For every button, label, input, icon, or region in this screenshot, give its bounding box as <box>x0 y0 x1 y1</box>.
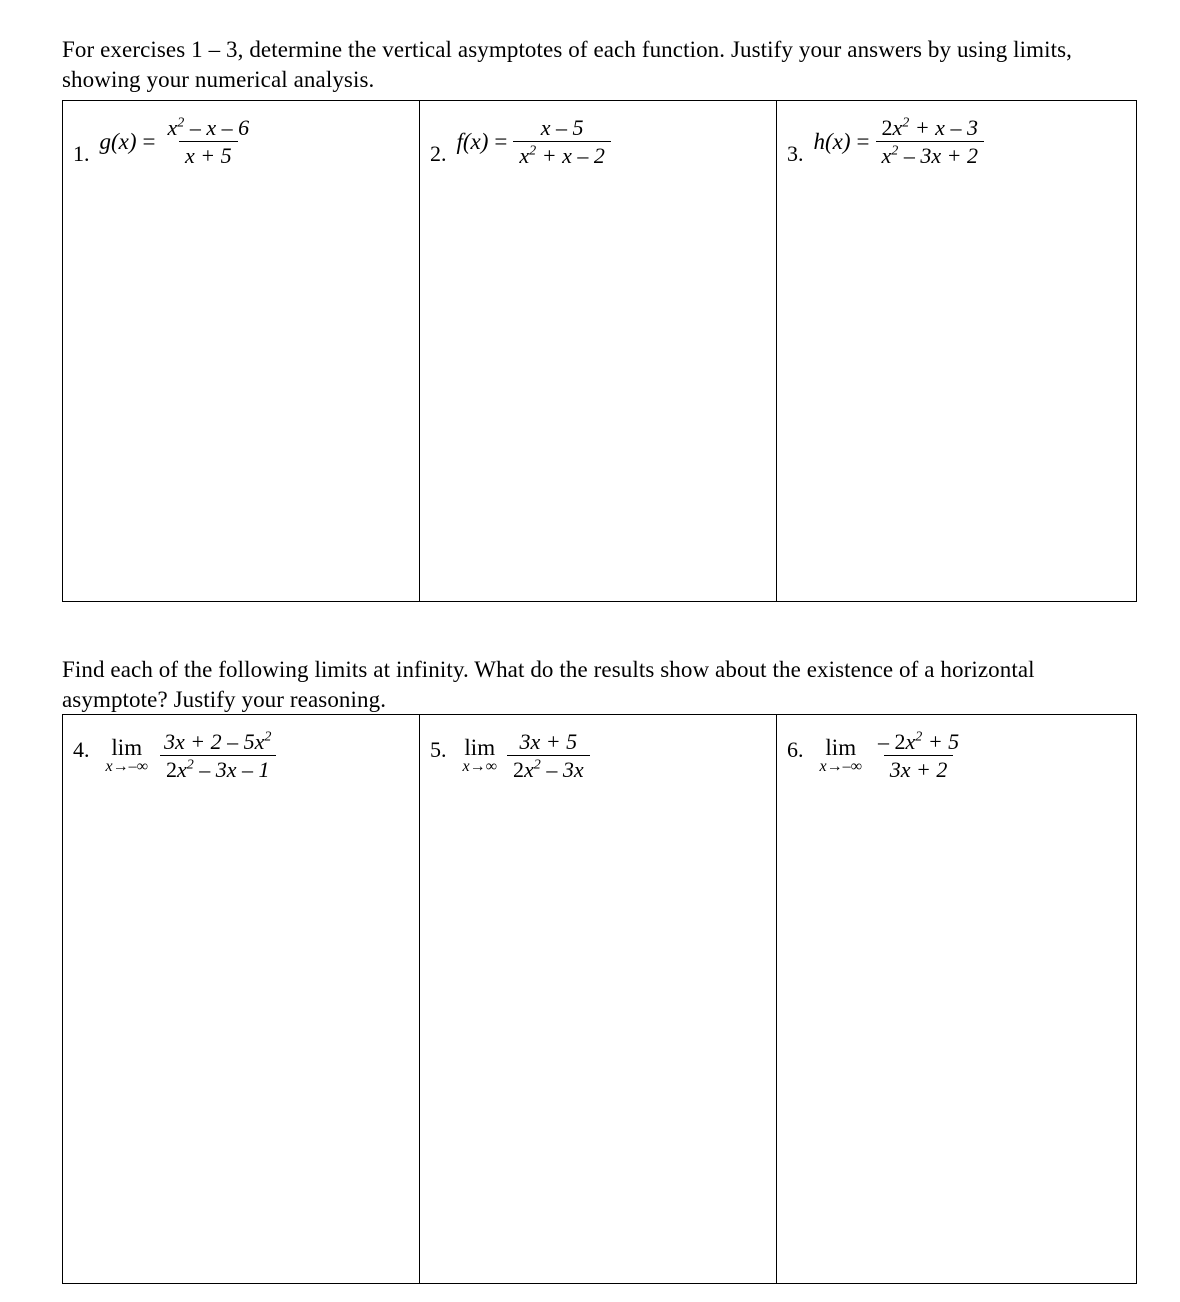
problems-table-vertical-asymptotes <box>62 100 1137 602</box>
problem-4-limit-operator <box>106 736 149 776</box>
problem-6-equation <box>820 729 966 783</box>
problem-cell-3[interactable] <box>777 101 1137 602</box>
problem-4-expression <box>73 729 409 783</box>
den-base: x <box>524 757 534 783</box>
problem-1-fraction <box>162 115 256 169</box>
num-base: x <box>254 729 265 754</box>
problem-5-fraction <box>507 729 590 783</box>
limit-target: ∞ <box>485 757 498 775</box>
problem-1-denominator: x + 5 <box>179 141 238 168</box>
instructions-paragraph-vertical-asymptotes: For exercises 1 – 3, determine the vertical asymptotes of each function. Justify your answers by using limits, showing your numerical analysis. <box>62 37 1072 93</box>
limit-variable: x <box>105 757 113 775</box>
den-rest: – 3x + 2 <box>898 143 978 169</box>
den-exponent: 2 <box>891 142 899 159</box>
limit-variable: x <box>462 757 470 775</box>
den-rest: – 3x <box>540 757 584 783</box>
problem-6-expression <box>787 729 1126 783</box>
problem-6-number: 6. <box>787 737 804 762</box>
problem-6-fraction <box>872 729 965 783</box>
problem-1-equals: = <box>142 128 156 154</box>
problem-2-expression <box>430 115 766 169</box>
limit-arrow-icon: → <box>112 757 129 775</box>
problem-1-numerator <box>162 115 256 141</box>
num-lead: – 2 <box>878 729 906 754</box>
problem-1-lhs: g(x) <box>99 128 137 154</box>
problem-5-number: 5. <box>430 737 447 762</box>
limit-subscript <box>463 759 498 776</box>
problem-6-denominator: 3x + 2 <box>884 755 954 782</box>
limit-target: –∞ <box>842 757 863 775</box>
limit-variable: x <box>819 757 827 775</box>
den-exponent: 2 <box>533 756 541 773</box>
problem-5-content <box>420 715 776 1283</box>
den-lead: 2 <box>513 757 525 783</box>
den-exponent: 2 <box>529 142 537 159</box>
limit-subscript <box>106 759 149 776</box>
instructions-paragraph-limits-at-infinity: Find each of the following limits at infinity. What do the results show about the existence of a horizontal asymptote? Justify your reasoning. <box>62 657 1035 713</box>
problem-3-numerator <box>876 115 984 141</box>
problem-6-numerator <box>872 729 965 755</box>
problem-6-limit-operator <box>820 736 863 776</box>
problem-2-content <box>420 101 776 601</box>
den-rest: + x – 2 <box>536 143 605 169</box>
den-exponent: 2 <box>186 756 194 773</box>
limit-word: lim <box>464 734 496 760</box>
problem-1-expression <box>73 115 409 169</box>
num-rest: – x – 6 <box>184 115 250 140</box>
problem-2-denominator <box>513 141 610 168</box>
problem-3-lhs: h(x) <box>813 128 851 154</box>
num-base: x <box>905 729 916 754</box>
num-lead: 3x + 2 – 5 <box>164 729 255 754</box>
den-lead: 2 <box>165 757 177 783</box>
problem-4-numerator <box>158 729 277 755</box>
limit-target: –∞ <box>128 757 149 775</box>
table-row <box>63 101 1137 602</box>
den-base: x <box>519 143 530 169</box>
limit-arrow-icon: → <box>826 757 843 775</box>
den-base: x <box>176 757 187 783</box>
problem-2-numerator: x – 5 <box>540 115 584 140</box>
problem-cell-5[interactable] <box>420 715 777 1284</box>
limit-subscript <box>820 759 863 776</box>
problem-2-fraction <box>513 115 610 169</box>
table-row <box>63 715 1137 1284</box>
problem-1-content <box>63 101 419 601</box>
problem-3-equation <box>814 115 984 169</box>
num-rest: + 5 <box>922 729 960 754</box>
problem-2-number: 2. <box>430 140 447 166</box>
den-rest: – 3x – 1 <box>193 757 270 783</box>
problem-cell-6[interactable] <box>777 715 1137 1284</box>
num-rest: + x – 3 <box>909 115 978 140</box>
problem-4-denominator <box>160 755 276 782</box>
problem-2-lhs: f(x) <box>456 128 489 154</box>
problem-cell-1[interactable] <box>63 101 420 602</box>
limit-arrow-icon: → <box>469 757 486 775</box>
num-exponent: 2 <box>177 114 185 131</box>
num-coefficient: 2 <box>881 115 893 140</box>
limit-word: lim <box>825 734 857 760</box>
problem-4-fraction <box>158 729 277 783</box>
problem-4-number: 4. <box>73 737 90 762</box>
problem-2-equation <box>457 115 611 169</box>
problem-2-equals: = <box>494 128 508 154</box>
num-exponent: 2 <box>915 728 923 745</box>
problem-5-equation <box>463 729 590 783</box>
problem-1-equation <box>100 115 256 169</box>
problem-3-denominator <box>876 141 984 168</box>
problem-5-limit-operator <box>463 736 498 776</box>
problem-6-content <box>777 715 1136 1283</box>
num-exponent: 2 <box>264 728 272 745</box>
problem-3-fraction <box>876 115 984 169</box>
problem-4-equation <box>106 729 278 783</box>
limit-word: lim <box>111 734 143 760</box>
problem-3-equals: = <box>856 128 870 154</box>
problem-5-expression <box>430 729 766 783</box>
problem-3-expression <box>787 115 1126 169</box>
problem-cell-2[interactable] <box>420 101 777 602</box>
problem-1-number: 1. <box>73 140 90 166</box>
problem-5-denominator <box>507 755 590 782</box>
num-base: x <box>167 115 178 140</box>
problem-4-content <box>63 715 419 1283</box>
problem-cell-4[interactable] <box>63 715 420 1284</box>
problems-table-limits-at-infinity <box>62 714 1137 1284</box>
den-base: x <box>881 143 892 169</box>
problem-3-content <box>777 101 1136 601</box>
num-base: x <box>892 115 903 140</box>
num-exponent: 2 <box>902 114 910 131</box>
problem-3-number: 3. <box>787 140 804 166</box>
problem-5-numerator: 3x + 5 <box>519 729 578 754</box>
